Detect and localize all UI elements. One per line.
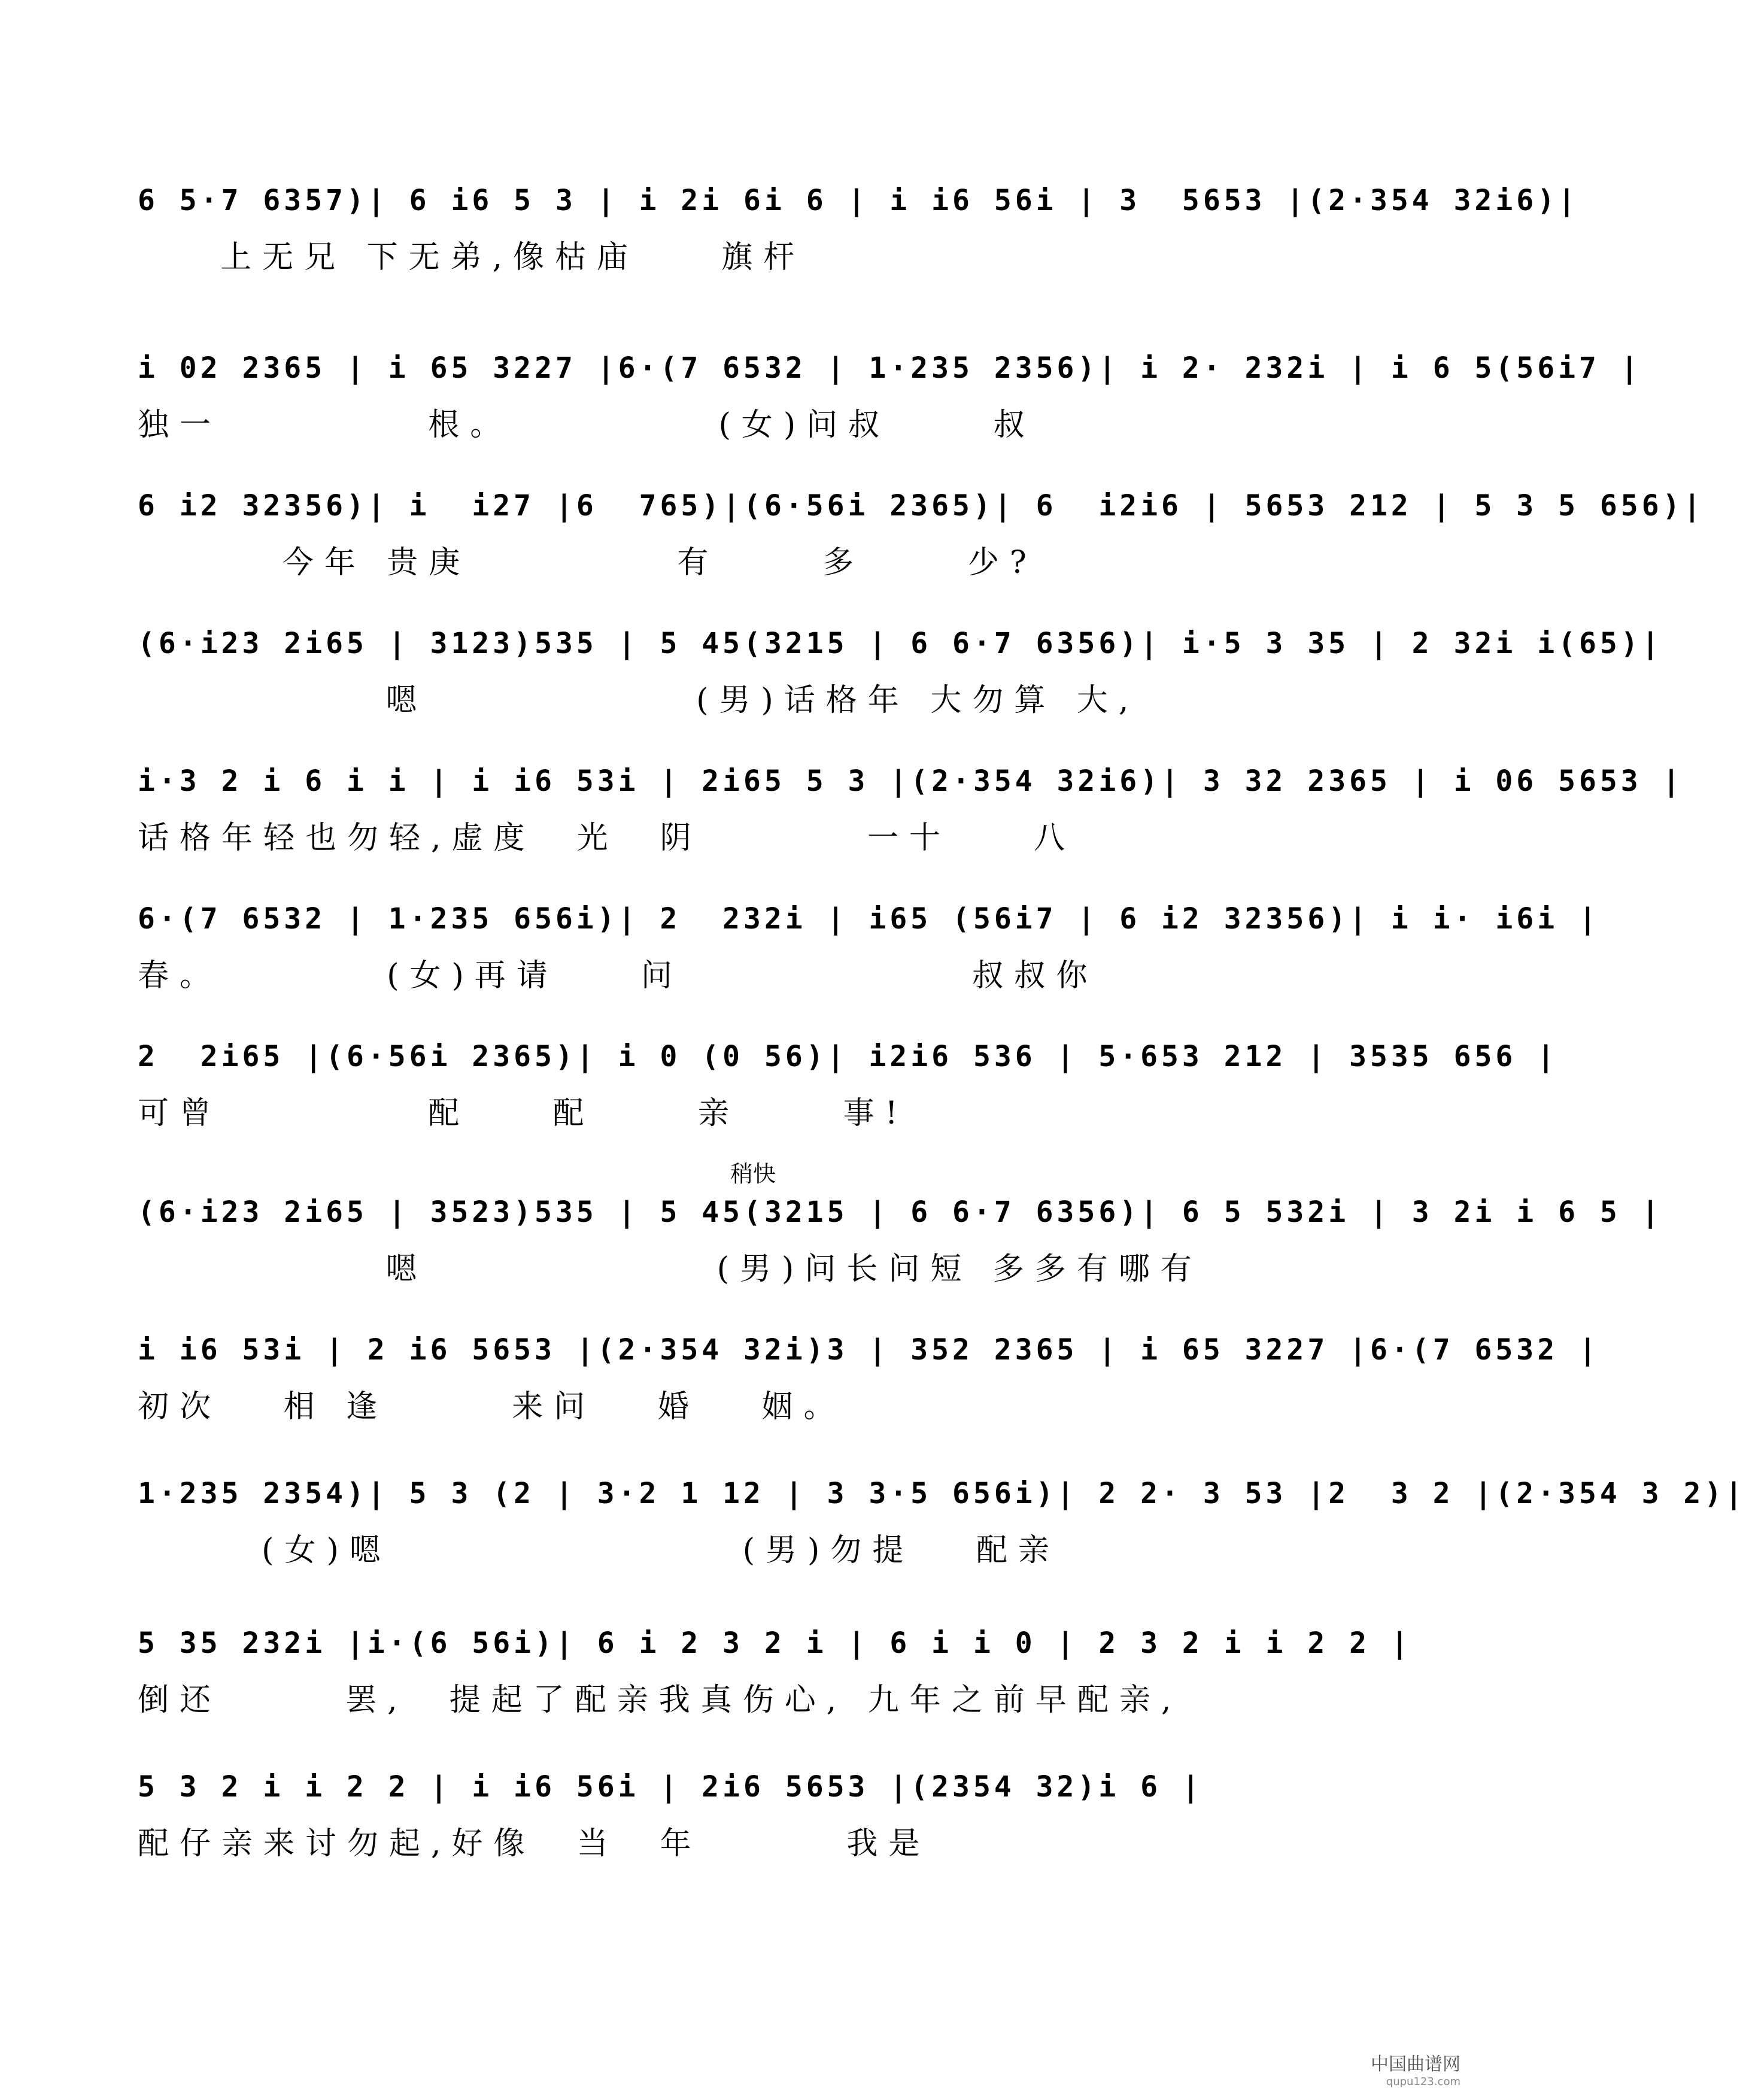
- lyrics-line: 今年 贵庚 有 多 少?: [138, 545, 1037, 581]
- lyrics-line: 话格年轻也勿轻,虚度 光 阴 一十 八: [138, 820, 1076, 856]
- notation-line: (6·i23 2i65 | 3123)535 | 5 45(3215 | 6 6·7 6356)| i·5 3 35 | 2 32i i(65)|: [138, 627, 1663, 660]
- notation-line: i 02 2365 | i 65 3227 |6·(7 6532 | 1·235 2356)| i 2· 232i | i 6 5(56i7 |: [138, 351, 1642, 385]
- lyrics-line: 嗯 (男)话格年 大勿算 大,: [138, 682, 1140, 718]
- lyrics-line: 初次 相 逢 来问 婚 姻。: [138, 1389, 846, 1425]
- lyrics-line: 倒还 罢, 提起了配亲我真伤心, 九年之前早配亲,: [138, 1682, 1182, 1718]
- notation-line: 1·235 2354)| 5 3 (2 | 3·2 1 12 | 3 3·5 656i)| 2 2· 3 53 |2 3 2 |(2·354 3 2)|: [138, 1477, 1746, 1510]
- lyrics-line: (女)嗯 (男)勿提 配亲: [138, 1532, 1060, 1568]
- score-system-5: [138, 748, 1684, 886]
- notation-line: i i6 53i | 2 i6 5653 |(2·354 32i)3 | 352 2365 | i 65 3227 |6·(7 6532 |: [138, 1333, 1600, 1367]
- score-system-12: [138, 1754, 1347, 1892]
- score-system-6: [138, 886, 1600, 1024]
- lyrics-line: 可曾 配 配 亲 事!: [138, 1095, 909, 1131]
- lyrics-line: 嗯 (男)问长问短 多多有哪有: [138, 1251, 1203, 1287]
- score-system-7: [138, 1024, 1559, 1161]
- notation-line: (6·i23 2i65 | 3523)535 | 5 45(3215 | 6 6·7 6356)| 6 5 532i | 3 2i i 6 5 |: [138, 1195, 1663, 1229]
- score-system-2: [138, 335, 1642, 473]
- notation-line: 6 i2 32356)| i i27 |6 765)|(6·56i 2365)| 6 i2i6 | 5653 212 | 5 3 5 656)|: [138, 489, 1705, 523]
- notation-line: 5 3 2 i i 2 2 | i i6 56i | 2i6 5653 |(2354 32)i 6 |: [138, 1770, 1203, 1804]
- lyrics-line: 独一 根。 (女)问叔 叔: [138, 407, 1036, 443]
- notation-line: 2 2i65 |(6·56i 2365)| i 0 (0 56)| i2i6 536 | 5·653 212 | 3535 656 |: [138, 1040, 1559, 1073]
- lyrics-line: 上无兄 下无弟,像枯庙 旗杆: [138, 239, 806, 275]
- watermark-url: qupu123.com: [1386, 2075, 1460, 2088]
- notation-line: i·3 2 i 6 i i | i i6 53i | 2i65 5 3 |(2·354 32i6)| 3 32 2365 | i 06 5653 |: [138, 764, 1684, 798]
- score-system-10: [138, 1461, 1746, 1598]
- score-system-8: [138, 1179, 1663, 1317]
- score-system-3: [138, 473, 1705, 611]
- tempo-marking: 稍快: [730, 1161, 776, 1187]
- lyrics-line: 春。 (女)再请 问 叔叔你: [138, 958, 1098, 994]
- score-system-4: [138, 611, 1663, 748]
- notation-line: 6 5·7 6357)| 6 i6 5 3 | i 2i 6i 6 | i i6 56i | 3 5653 |(2·354 32i6)|: [138, 184, 1579, 217]
- score-system-11: [138, 1610, 1412, 1748]
- notation-line: 6·(7 6532 | 1·235 656i)| 2 232i | i65 (56i7 | 6 i2 32356)| i i· i6i |: [138, 902, 1600, 936]
- score-system-9: [138, 1317, 1600, 1455]
- notation-line: 5 35 232i |i·(6 56i)| 6 i 2 3 2 i | 6 i i 0 | 2 3 2 i i 2 2 |: [138, 1626, 1412, 1660]
- watermark-brand: 中国曲谱网: [1371, 2054, 1460, 2075]
- site-watermark: [1371, 2049, 1460, 2088]
- score-system-1: [138, 168, 1579, 305]
- lyrics-line: 配仔亲来讨勿起,好像 当 年 我是: [138, 1826, 931, 1862]
